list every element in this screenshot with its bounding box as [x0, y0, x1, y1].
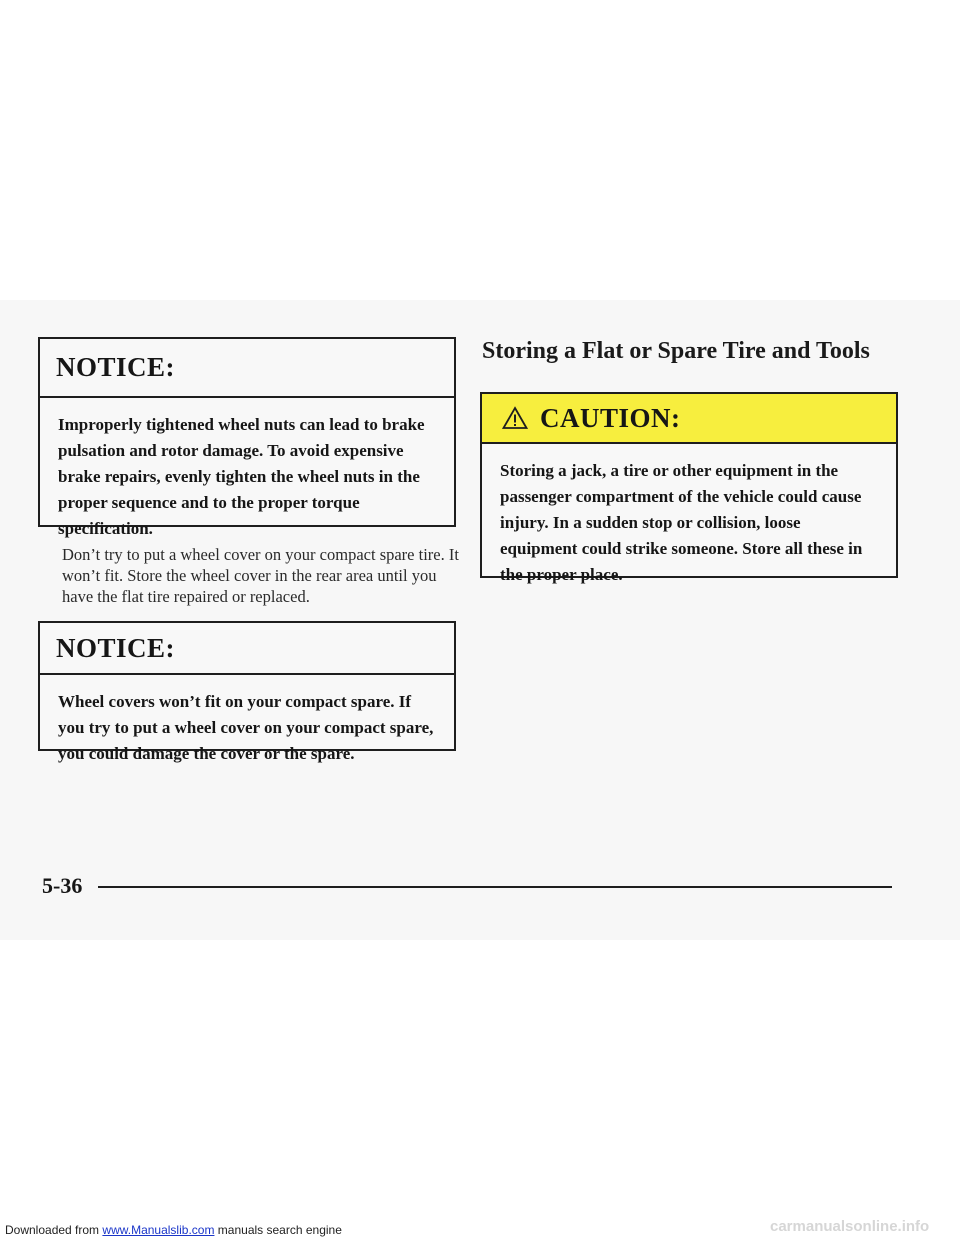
- footer-rule: [98, 886, 892, 888]
- warning-triangle-icon: [502, 406, 528, 430]
- notice-label: NOTICE:: [40, 339, 454, 398]
- wheel-cover-paragraph: Don’t try to put a wheel cover on your compact spare tire. It won’t fit. Store the wheel cover in the rear area until you have the flat tire repaired or replaced.: [62, 545, 459, 606]
- section-heading: Storing a Flat or Spare Tire and Tools: [482, 338, 870, 364]
- source-line: [5, 1223, 342, 1237]
- caution-header: [482, 394, 896, 444]
- source-suffix: manuals search engine: [217, 1223, 342, 1237]
- notice-box-wheel-covers: [38, 621, 456, 763]
- caution-text: Storing a jack, a tire or other equipment in the passenger compartment of the vehicle could cause injury. In a sudden stop or collision, loose equipment could strike someone. Store all these in the proper place.: [500, 461, 863, 584]
- notice-text: Improperly tightened wheel nuts can lead to brake pulsation and rotor damage. To avoid expensive brake repairs, evenly tighten the wheel nuts in the proper sequence and to the proper torque specification.: [58, 415, 425, 538]
- notice-text: Wheel covers won’t fit on your compact spare. If you try to put a wheel cover on your compact spare, you could damage the cover or the spare.: [58, 692, 434, 763]
- manualslib-link[interactable]: www.Manualslib.com: [102, 1223, 215, 1237]
- notice-box-wheel-nuts: [38, 337, 456, 538]
- watermark: carmanualsonline.info: [770, 1218, 930, 1235]
- source-prefix: Downloaded from: [5, 1223, 100, 1237]
- notice-label: NOTICE:: [40, 623, 454, 675]
- caution-box-storing-tools: [480, 392, 898, 584]
- caution-label: CAUTION:: [540, 402, 681, 433]
- page-number: 5-36: [42, 873, 83, 898]
